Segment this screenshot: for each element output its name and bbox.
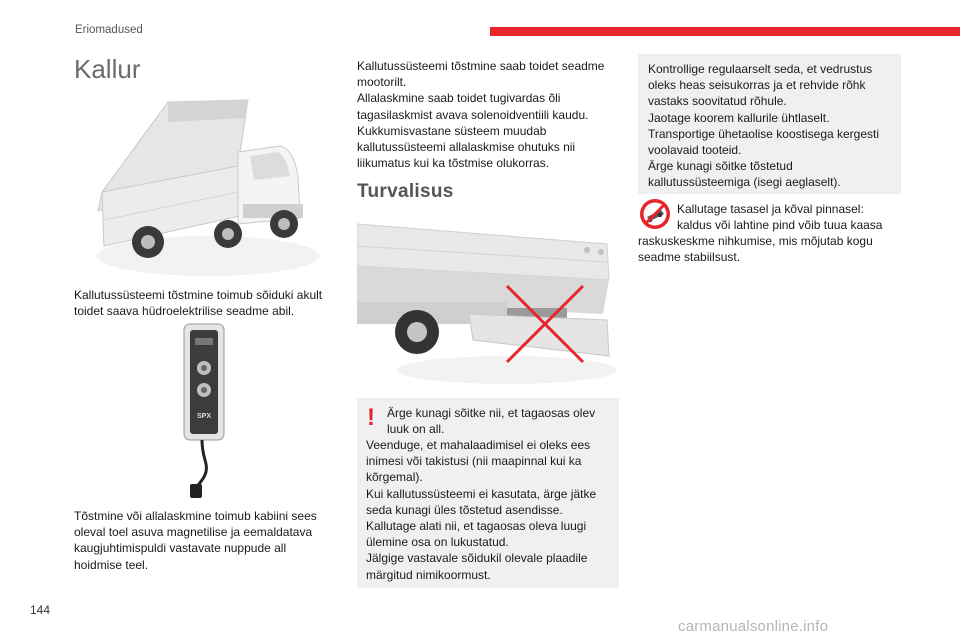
tailgate-open-prohibited-illustration (357, 210, 619, 386)
remote-brand-label: SPX (196, 413, 212, 420)
lifting-system-text: Kallutussüsteemi tõstmine saab toidet seadme mootorilt. Allalaskmine saab toidet tugivardas õli tagasilaskmist avava solenoidventiili kaudu. Kukkumisvastane süsteem muudab kallutussüsteemi allalaskmise ohutuks nii liikumatus kui ka tõstmise olukorras. (357, 59, 605, 171)
site-watermark: carmanualsonline.info (678, 618, 829, 635)
level-ground-icon (639, 198, 671, 230)
remote-operation-text: Tõstmine või allalaskmine toimub kabiini sees oleval toel asuva magnetilise ja eemaldatava kaugjuhtimispuldi vastavate nuppude all hoidmise teel. (74, 509, 317, 572)
chapter-title: Kallur (74, 54, 141, 84)
page-number: 144 (30, 603, 51, 617)
safety-section-title: Turvalisus (357, 181, 454, 202)
level-ground-first-lines: Kallutage tasasel ja kõval pinnasel: kaldus või lahtine pind võib tuua kaasa (677, 202, 883, 233)
running-header: Eriomadused (75, 24, 143, 36)
level-ground-text: raskuskeskme nihkumise, mis mõjutab kogu seadme stabiilsust. (638, 234, 873, 265)
warning-text: Veenduge, et mahalaadimisel ei oleks ees inimesi või takistusi (nii maapinnal kui ka kõrgemal). Kui kallutussüsteemi ei kasutata, ärge jätke seda kunagi üles tõstetud asendisse. Kallutage alati nii, et tagaosas oleva luugi ülemine osa on lukustatud. Jälgige vastavale sõidukil olevale plaadile märgitud nimikoormust. (366, 438, 597, 582)
tipper-truck-illustration (88, 96, 320, 278)
maintenance-info-box (638, 54, 901, 194)
warning-first-lines: Ärge kunagi sõitke nii, et tagaosas olev luuk on all. (387, 406, 596, 437)
warning-exclamation-icon: ! (367, 404, 375, 431)
tipper-power-text: Kallutussüsteemi tõstmine toimub sõiduki akult toidet saava hüdroelektrilise seadme abil. (74, 288, 323, 319)
warning-box (357, 398, 619, 588)
remote-control-illustration (178, 322, 230, 500)
header-accent-bar (490, 27, 960, 36)
maintenance-info-text: Kontrollige regulaarselt seda, et vedrustus oleks heas seisukorras ja et rehvide rõhk vastaks soovitatud rõhule. Jaotage koorem kallurile ühtlaselt. Transportige ühetaolise koostisega kergesti voolavaid tooteid. Ärge kunagi sõitke tõstetud kallutussüsteemiga (isegi aeglaselt). (648, 62, 880, 190)
